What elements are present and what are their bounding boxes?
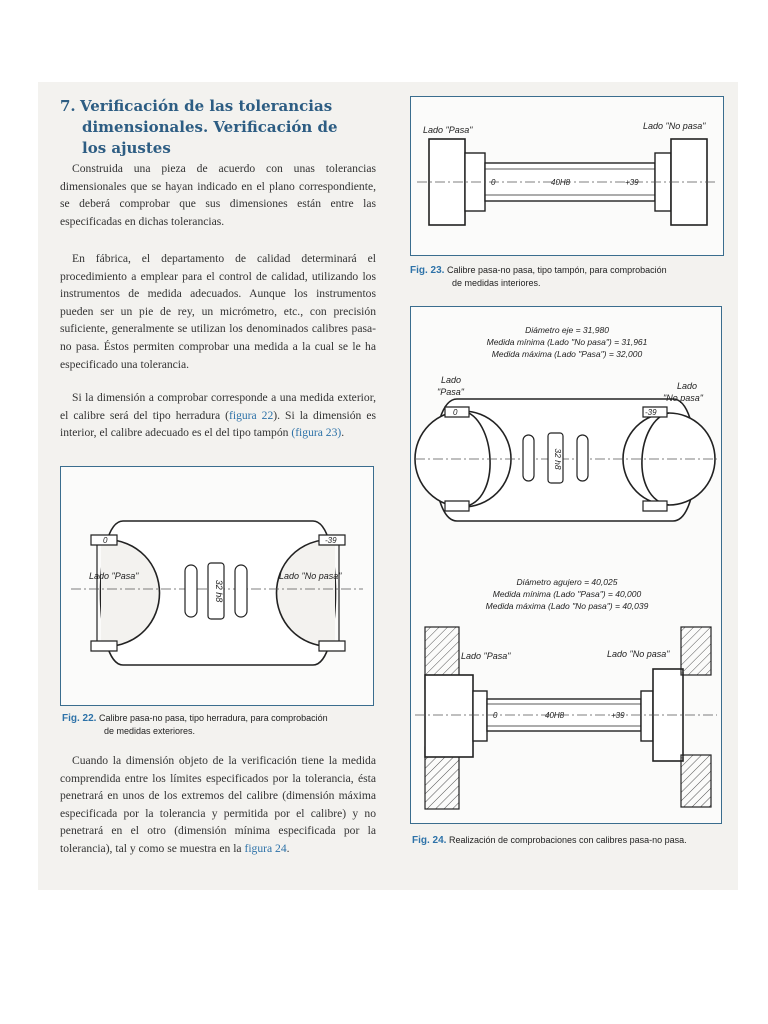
figure-23-caption xyxy=(410,264,730,289)
figure-22-drawing xyxy=(61,467,373,705)
figure-22-caption-line-1: Calibre pasa-no pasa, tipo herradura, para comprobación xyxy=(98,713,328,723)
workpiece-right-lower xyxy=(681,755,711,807)
paragraph-1: Construida una pieza de acuerdo con unas tolerancias dimensionales que se hayan indicado en el plano correspondiente, se deberá comprobar que sus dimensiones están entre las especificadas en dichas tolerancias. xyxy=(60,162,376,228)
section-heading xyxy=(60,96,380,159)
shaft-min-text: Medida mínima (Lado "No pasa") = 31,961 xyxy=(486,337,648,347)
paragraph-4 xyxy=(60,752,376,858)
figure-24-caption-text: Realización de comprobaciones con calibres pasa-no pasa. xyxy=(448,835,687,845)
paragraph-4-text-b: . xyxy=(286,841,290,855)
figure-22-frame xyxy=(60,466,374,706)
value-zero: 0 xyxy=(491,178,496,187)
bottom-value-plus-39: +39 xyxy=(611,711,625,720)
label-nogo-side: Lado "No pasa" xyxy=(643,121,706,131)
paragraph-3-text-b: ). Si la dimensión es interior, el calibre adecuado es el del tipo tampón xyxy=(60,408,377,440)
value-minus-39: -39 xyxy=(325,536,337,545)
nogo-anvil-bottom xyxy=(319,641,345,651)
label-go-side: Lado "Pasa" xyxy=(423,125,473,135)
paragraph-3-text-a: Si la dimensión a comprobar corresponde a una medida exterior, el calibre será del tipo herradura ( xyxy=(60,391,376,422)
figure-23-caption-number: Fig. 23. xyxy=(410,265,445,276)
bottom-value-zero: 0 xyxy=(493,711,498,720)
slot-left xyxy=(523,435,534,481)
go-collar xyxy=(473,691,487,741)
figure-24-frame xyxy=(410,306,722,824)
figure-23-caption-line-2: de medidas interiores. xyxy=(452,278,541,288)
nogo-collar xyxy=(641,691,653,741)
shaft-max-text: Medida máxima (Lado "Pasa") = 32,000 xyxy=(491,349,643,359)
figure-24-caption-number: Fig. 24. xyxy=(412,835,447,846)
workpiece-right-upper xyxy=(681,627,711,675)
figure-23-caption-line-1: Calibre pasa-no pasa, tipo tampón, para comprobación xyxy=(446,265,667,275)
nogo-anvil-bottom xyxy=(643,501,667,511)
value-zero: 0 xyxy=(103,536,108,545)
paragraph-4-text-a: Cuando la dimensión objeto de la verificación tiene la medida comprendida entre los límites especificados por la tolerancia, ésta penetrará en unos de los extremos del calibre (dimensión máxima especificada por la tolerancia y permitida por el calibre) y no penetrará en el otro (dimensión mínima especificada por la tolerancia), tal y como se muestra en la xyxy=(60,754,376,855)
figure-22-caption-number: Fig. 22. xyxy=(62,713,97,724)
section-title-line-1: Verificación de las tolerancias xyxy=(80,97,333,115)
paragraph-3-text-c: . xyxy=(341,426,345,440)
bottom-label-go: Lado "Pasa" xyxy=(461,651,511,661)
go-anvil-bottom xyxy=(91,641,117,651)
shaft-diameter-text: Diámetro eje = 31,980 xyxy=(525,325,609,335)
figure-22-caption-line-2: de medidas exteriores. xyxy=(104,726,196,736)
top-label-go-line-1: Lado xyxy=(441,375,462,385)
paragraph-3 xyxy=(60,389,376,442)
figure-24-drawing xyxy=(411,307,721,823)
bottom-label-nogo: Lado "No pasa" xyxy=(607,649,670,659)
value-zero: 0 xyxy=(453,408,458,417)
slot-right xyxy=(577,435,588,481)
section-number: 7. xyxy=(60,97,76,115)
value-plus-39: +39 xyxy=(625,178,639,187)
figure-24-caption xyxy=(412,834,732,847)
paragraph-2: En fábrica, el departamento de calidad determinará el procedimiento a emplear para el control de calidad, utilizando los instrumentos de medida adecuados. Aunque los instrumentos pueden ser un pie de rey, un micrómetro, etc., con precisión suficiente, generalmente se utilizan los denominados calibres pasa-no pasa. Éstos permiten comprobar una medida a la cual se le ha especificado una tolerancia. xyxy=(60,252,376,371)
section-title-line-2: dimensionales. Verificación de xyxy=(82,118,338,136)
go-end xyxy=(425,675,473,757)
figure-24-link[interactable]: figura 24 xyxy=(244,841,287,855)
section-title-line-3: los ajustes xyxy=(82,139,171,157)
hole-min-text: Medida mínima (Lado "Pasa") = 40,000 xyxy=(492,589,642,599)
go-anvil-bottom xyxy=(445,501,469,511)
top-label-nogo-line-1: Lado xyxy=(677,381,698,391)
slot-right xyxy=(235,565,247,617)
hole-max-text: Medida máxima (Lado "No pasa") = 40,039 xyxy=(485,601,649,611)
label-nogo-side: Lado "No pasa" xyxy=(279,571,342,581)
top-label-go-line-2: "Pasa" xyxy=(437,387,464,397)
top-label-nogo-line-2: "No pasa" xyxy=(663,393,703,403)
slot-left xyxy=(185,565,197,617)
center-label: 32 h8 xyxy=(553,448,563,470)
hole-diameter-text: Diámetro agujero = 40,025 xyxy=(516,577,618,587)
value-minus-39: -39 xyxy=(645,408,657,417)
figure-23-drawing xyxy=(411,97,723,255)
center-label: 32 h8 xyxy=(214,579,224,603)
figure-22-caption xyxy=(62,712,382,737)
value-nominal: 40H8 xyxy=(551,178,571,187)
figure-23-link[interactable]: (figura 23) xyxy=(291,426,342,440)
figure-22-link[interactable]: figura 22 xyxy=(229,408,274,422)
figure-23-frame xyxy=(410,96,724,256)
label-go-side: Lado "Pasa" xyxy=(89,571,139,581)
bottom-value-nominal: 40H8 xyxy=(545,711,565,720)
